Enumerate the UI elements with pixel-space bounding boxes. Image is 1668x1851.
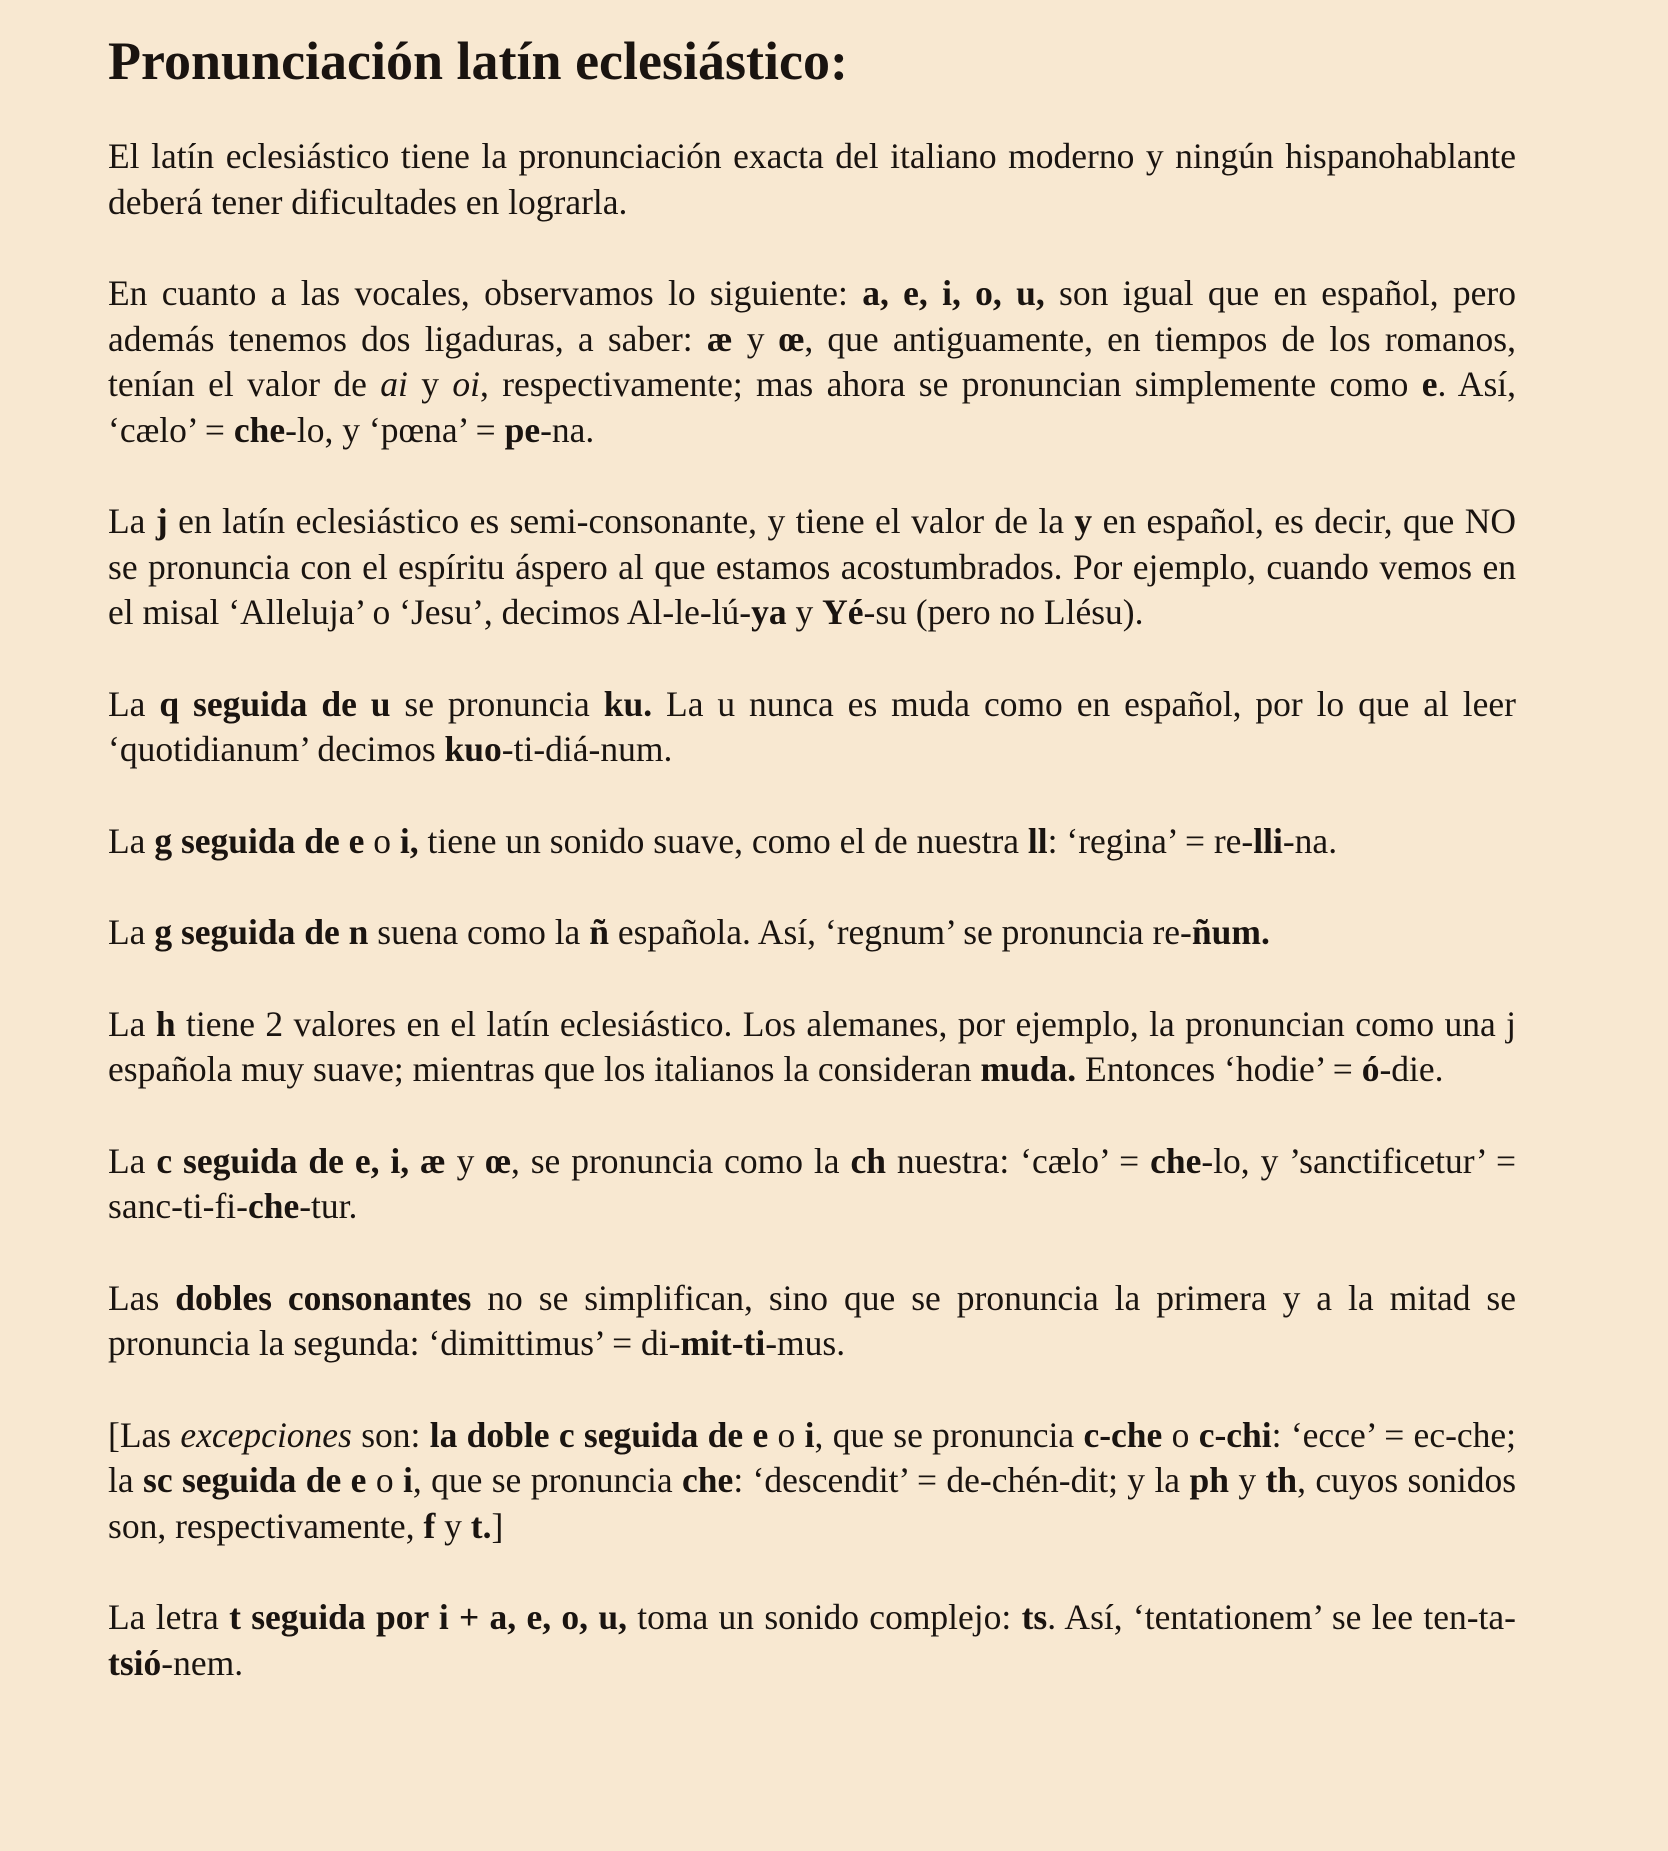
bold-text: i, — [399, 820, 419, 861]
bold-text: e — [1421, 364, 1438, 404]
text-run: -su (pero no Llésu). — [863, 592, 1144, 632]
bold-text: y — [1074, 501, 1093, 541]
text-run: La — [108, 820, 155, 861]
text-run: -tur. — [299, 1186, 358, 1226]
text-run: , que se pronuncia — [814, 1414, 1084, 1455]
page-title: Pronunciación latín eclesiástico: — [108, 31, 848, 91]
bold-text: c seguida de e, i, æ — [156, 1140, 446, 1181]
bold-text: i — [402, 1460, 413, 1500]
bold-text: la doble c seguida de e — [429, 1414, 769, 1455]
text-run: son: — [351, 1414, 430, 1455]
bold-text: th — [1265, 1460, 1298, 1500]
text-run: En cuanto a las vocales, observamos lo siguiente: — [108, 273, 863, 313]
text-run: no se simplifican, sino que se pronuncia la primera y a la mitad se pronuncia la segunda: ‘dimittimus’ = di- — [108, 1277, 1516, 1363]
text-run: española. Así, ‘regnum’ se pronuncia re- — [608, 912, 1192, 952]
bold-text: ku. — [603, 683, 653, 724]
text-run: . Así, ‘cælo’ = — [108, 364, 1516, 450]
text-run: : ‘descendit’ = de-chén-dit; y la — [733, 1460, 1190, 1500]
bold-text: che — [1150, 1140, 1202, 1181]
bold-text: q seguida de u — [159, 683, 391, 724]
text-run: son igual que en español, pero además tenemos dos ligaduras, a saber: — [108, 273, 1516, 359]
text-run: , respectivamente; mas ahora se pronuncian simplemente como — [479, 364, 1422, 404]
bold-text: g seguida de n — [154, 912, 369, 952]
bold-text: pe — [504, 409, 541, 450]
text-run: [Las — [108, 1414, 181, 1455]
bold-text: ó — [1361, 1049, 1380, 1089]
text-run: y — [435, 1505, 471, 1546]
paragraph — [108, 1276, 1516, 1367]
text-run: y — [407, 364, 453, 404]
bold-text: ll — [1027, 820, 1048, 861]
text-run: La — [108, 683, 160, 724]
text-run: La — [108, 1140, 157, 1181]
bold-text: Yé — [822, 592, 864, 632]
text-run: y — [1228, 1460, 1266, 1500]
text-run: y — [786, 592, 823, 632]
text-run: La — [108, 501, 156, 541]
text-run: tiene un sonido suave, como el de nuestra — [418, 820, 1028, 861]
bold-text: j — [155, 501, 168, 541]
text-run: -nem. — [161, 1642, 244, 1683]
text-run: La — [108, 1003, 156, 1044]
text-run: en latín eclesiástico es semi-consonante, y tiene el valor de la — [167, 501, 1075, 541]
bold-text: kuo — [444, 729, 502, 769]
italic-text: excepciones — [180, 1414, 352, 1455]
bold-text: ya — [751, 592, 787, 632]
paragraph — [108, 910, 1516, 956]
bold-text: mit-ti — [680, 1323, 766, 1363]
paragraph — [108, 819, 1516, 865]
italic-text: ai — [380, 364, 408, 404]
text-run: : ‘ecce’ = ec-che; la — [108, 1414, 1517, 1500]
text-run: La u nunca es muda como en español, por lo que al leer ‘quotidianum’ decimos — [108, 683, 1516, 769]
text-run: . Así, ‘tentationem’ se lee ten-ta- — [1047, 1597, 1516, 1637]
text-run: : ‘regina’ = re- — [1047, 820, 1254, 861]
text-run: -na. — [1282, 820, 1338, 861]
text-run: La letra — [108, 1597, 230, 1637]
bold-text: i — [804, 1414, 815, 1455]
bold-text: che — [247, 1186, 300, 1226]
paragraph — [108, 1595, 1516, 1686]
text-run: suena como la — [368, 912, 590, 952]
text-run: -ti-diá-num. — [501, 729, 673, 769]
text-run: Las — [108, 1277, 176, 1318]
bold-text: h — [155, 1003, 176, 1044]
text-run: o — [366, 1460, 403, 1500]
bold-text: c-chi — [1198, 1414, 1272, 1455]
bold-text: ñ — [589, 912, 609, 952]
bold-text: œ — [778, 318, 805, 359]
text-run: y — [732, 318, 779, 359]
text-run: o — [1162, 1414, 1199, 1455]
text-run: , cuyos sonidos son, respectivamente, — [108, 1460, 1517, 1546]
bold-text: ph — [1189, 1460, 1229, 1500]
bold-text: ch — [850, 1140, 886, 1181]
bold-text: f — [423, 1505, 436, 1546]
bold-text: t. — [470, 1505, 492, 1546]
text-run: , se pronuncia como la — [510, 1140, 851, 1181]
bold-text: ts — [1021, 1597, 1048, 1637]
bold-text: a, e, i, o, u, — [862, 273, 1045, 313]
bold-text: lli — [1253, 820, 1283, 861]
text-run: -na. — [540, 409, 595, 450]
text-run: en español, es decir, que NO se pronuncia con el espíritu áspero al que estamos acostumbrados. Por ejemplo, cuando vemos en el misal ‘Alleluja’ o ‘Jesu’, decimos Al-le-lú- — [108, 501, 1516, 632]
document-page — [108, 22, 1516, 1732]
paragraph — [108, 682, 1516, 773]
text-run: toma un sonido complejo: — [626, 1597, 1022, 1637]
text-run: Entonces ‘hodie’ = — [1076, 1049, 1362, 1089]
text-run: -lo, y ’sanctificetur’ = sanc-ti-fi- — [108, 1140, 1517, 1226]
bold-text: che — [682, 1460, 734, 1500]
text-run: , que antiguamente, en tiempos de los romanos, tenían el valor de — [108, 318, 1516, 404]
text-run: tiene 2 valores en el latín eclesiástico. Los alemanes, por ejemplo, la pronuncian como una j española muy suave; mientras que los italianos la consideran — [108, 1003, 1516, 1089]
text-run: La — [108, 912, 155, 952]
italic-text: oi — [452, 364, 480, 404]
bold-text: tsió — [108, 1642, 162, 1683]
document-body — [108, 134, 1516, 1686]
text-run: y — [445, 1140, 486, 1181]
bold-text: æ — [706, 318, 733, 359]
paragraph — [108, 134, 1516, 225]
paragraph — [108, 271, 1516, 453]
paragraph — [108, 1413, 1516, 1550]
bold-text: muda. — [980, 1049, 1077, 1089]
bold-text: sc seguida de e — [143, 1460, 367, 1500]
bold-text: c-che — [1083, 1414, 1163, 1455]
text-run: o — [768, 1414, 805, 1455]
bold-text: g seguida de e — [154, 820, 365, 861]
bold-text: dobles consonantes — [175, 1277, 472, 1318]
text-run: nuestra: ‘cælo’ = — [885, 1140, 1151, 1181]
text-run: o — [364, 820, 400, 861]
paragraph — [108, 499, 1516, 636]
paragraph — [108, 1002, 1516, 1093]
text-run: se pronuncia — [390, 683, 604, 724]
text-run: ] — [491, 1505, 504, 1546]
text-run: -lo, y ‘pœna’ = — [285, 409, 505, 450]
text-run: -mus. — [765, 1323, 846, 1363]
text-run: , que se pronuncia — [412, 1460, 683, 1500]
text-run: -die. — [1379, 1049, 1444, 1089]
bold-text: che — [233, 409, 286, 450]
bold-text: t seguida por i + a, e, o, u, — [229, 1597, 627, 1637]
bold-text: ñum. — [1191, 912, 1270, 952]
text-run: El latín eclesiástico tiene la pronunciación exacta del italiano moderno y ningún hispanohablante deberá tener dificultades en lograrla. — [108, 136, 1516, 222]
bold-text: œ — [485, 1140, 511, 1181]
paragraph — [108, 1139, 1516, 1230]
